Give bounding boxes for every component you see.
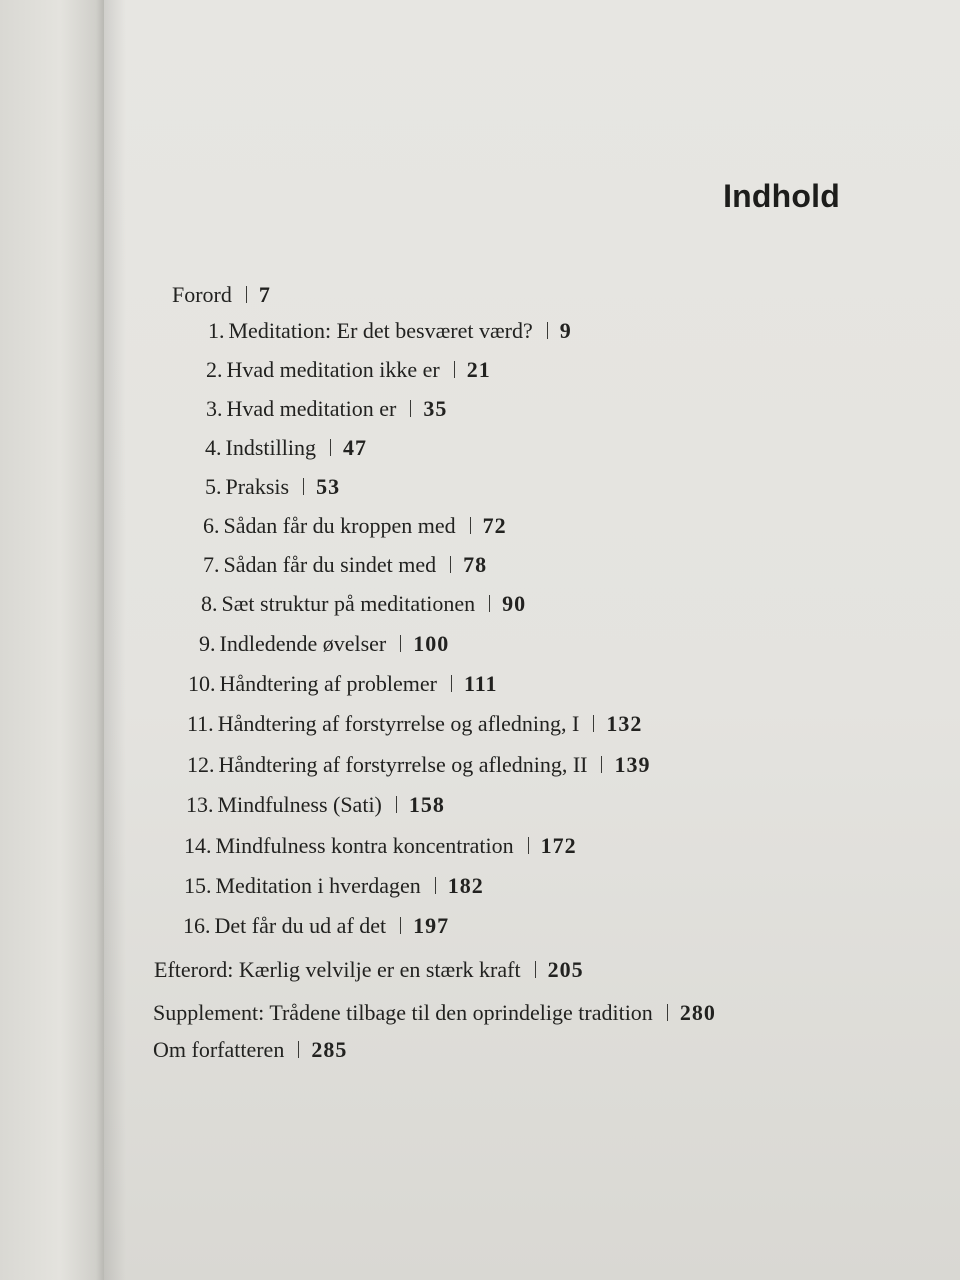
separator-bar (593, 715, 594, 732)
chapter-number: 2. (206, 357, 223, 382)
table-of-contents (104, 0, 960, 1280)
page-number: 100 (413, 631, 450, 656)
chapter-title: Sådan får du sindet med (223, 552, 437, 577)
toc-entry (205, 474, 340, 500)
separator-bar (400, 635, 401, 652)
page-number: 78 (463, 552, 488, 577)
chapter-number: 1. (208, 318, 225, 343)
chapter-number: 6. (203, 513, 220, 538)
chapter-number: 8. (201, 591, 218, 616)
toc-entry (205, 435, 367, 461)
separator-bar (535, 961, 536, 978)
separator-bar (435, 877, 436, 894)
page-number: 35 (423, 396, 448, 421)
chapter-title: Meditation: Er det besværet værd? (228, 318, 533, 343)
chapter-title: Efterord: Kærlig velvilje er en stærk kraft (154, 957, 521, 982)
separator-bar (451, 675, 452, 692)
page-number: 7 (258, 282, 271, 307)
book-page (104, 0, 960, 1280)
chapter-title: Mindfulness (Sati) (217, 792, 382, 817)
separator-bar (330, 439, 331, 456)
page-number: 205 (547, 957, 584, 982)
chapter-number: 13. (186, 792, 214, 817)
chapter-number: 12. (187, 752, 215, 777)
chapter-title: Meditation i hverdagen (215, 873, 421, 898)
page-number: 132 (606, 711, 643, 736)
chapter-title: Sådan får du kroppen med (223, 513, 456, 538)
chapter-number: 16. (183, 913, 211, 938)
separator-bar (410, 400, 411, 417)
page-number: 285 (311, 1037, 348, 1062)
toc-entry (208, 318, 572, 344)
chapter-number: 15. (184, 873, 212, 898)
page-number: 158 (408, 792, 445, 817)
toc-entry (186, 792, 445, 818)
separator-bar (454, 361, 455, 378)
chapter-title: Forord (172, 282, 232, 307)
chapter-title: Det får du ud af det (214, 913, 387, 938)
chapter-title: Indledende øvelser (219, 631, 387, 656)
separator-bar (489, 595, 490, 612)
toc-entry (153, 1000, 716, 1026)
separator-bar (601, 756, 602, 773)
chapter-title: Supplement: Trådene tilbage til den oprindelige tradition (153, 1000, 653, 1025)
toc-entry (206, 396, 447, 422)
toc-entry (154, 957, 584, 983)
chapter-number: 5. (205, 474, 222, 499)
separator-bar (450, 556, 451, 573)
page-number: 47 (342, 435, 367, 460)
separator-bar (400, 917, 401, 934)
separator-bar (246, 286, 247, 303)
toc-entry (203, 552, 487, 578)
toc-entry (201, 591, 526, 617)
toc-entry (206, 357, 491, 383)
separator-bar (298, 1041, 299, 1058)
toc-entry (187, 711, 642, 737)
toc-entry (184, 833, 577, 859)
separator-bar (470, 517, 471, 534)
page-number: 21 (466, 357, 491, 382)
page-number: 280 (679, 1000, 716, 1025)
page-number: 9 (559, 318, 572, 343)
chapter-title: Hvad meditation er (226, 396, 397, 421)
chapter-title: Håndtering af forstyrrelse og afledning, I (217, 711, 580, 736)
page-title: Indhold (723, 178, 840, 214)
chapter-number: 11. (187, 711, 214, 736)
toc-entry (172, 282, 271, 308)
chapter-number: 3. (206, 396, 223, 421)
page-number: 72 (482, 513, 507, 538)
chapter-title: Håndtering af forstyrrelse og afledning, II (218, 752, 588, 777)
chapter-title: Mindfulness kontra koncentration (215, 833, 514, 858)
page-number: 197 (413, 913, 450, 938)
chapter-number: 4. (205, 435, 222, 460)
page-number: 172 (540, 833, 577, 858)
chapter-number: 7. (203, 552, 220, 577)
toc-entry (199, 631, 449, 657)
toc-entry (184, 873, 484, 899)
page-number: 53 (316, 474, 341, 499)
chapter-title: Praksis (225, 474, 290, 499)
separator-bar (667, 1004, 668, 1021)
separator-bar (396, 796, 397, 813)
page-number: 139 (614, 752, 651, 777)
chapter-number: 14. (184, 833, 212, 858)
chapter-title: Sæt struktur på meditationen (221, 591, 476, 616)
separator-bar (303, 478, 304, 495)
toc-entry (203, 513, 507, 539)
chapter-title: Indstilling (225, 435, 316, 460)
separator-bar (528, 837, 529, 854)
page-number: 90 (502, 591, 527, 616)
page-number: 182 (447, 873, 484, 898)
chapter-number: 9. (199, 631, 216, 656)
page-number: 111 (463, 671, 498, 696)
toc-entry (183, 913, 449, 939)
chapter-title: Hvad meditation ikke er (226, 357, 440, 382)
chapter-number: 10. (188, 671, 216, 696)
toc-entry (153, 1037, 347, 1063)
chapter-title: Håndtering af problemer (219, 671, 437, 696)
toc-entry (187, 752, 650, 778)
chapter-title: Om forfatteren (153, 1037, 285, 1062)
toc-entry (188, 671, 498, 697)
separator-bar (547, 322, 548, 339)
